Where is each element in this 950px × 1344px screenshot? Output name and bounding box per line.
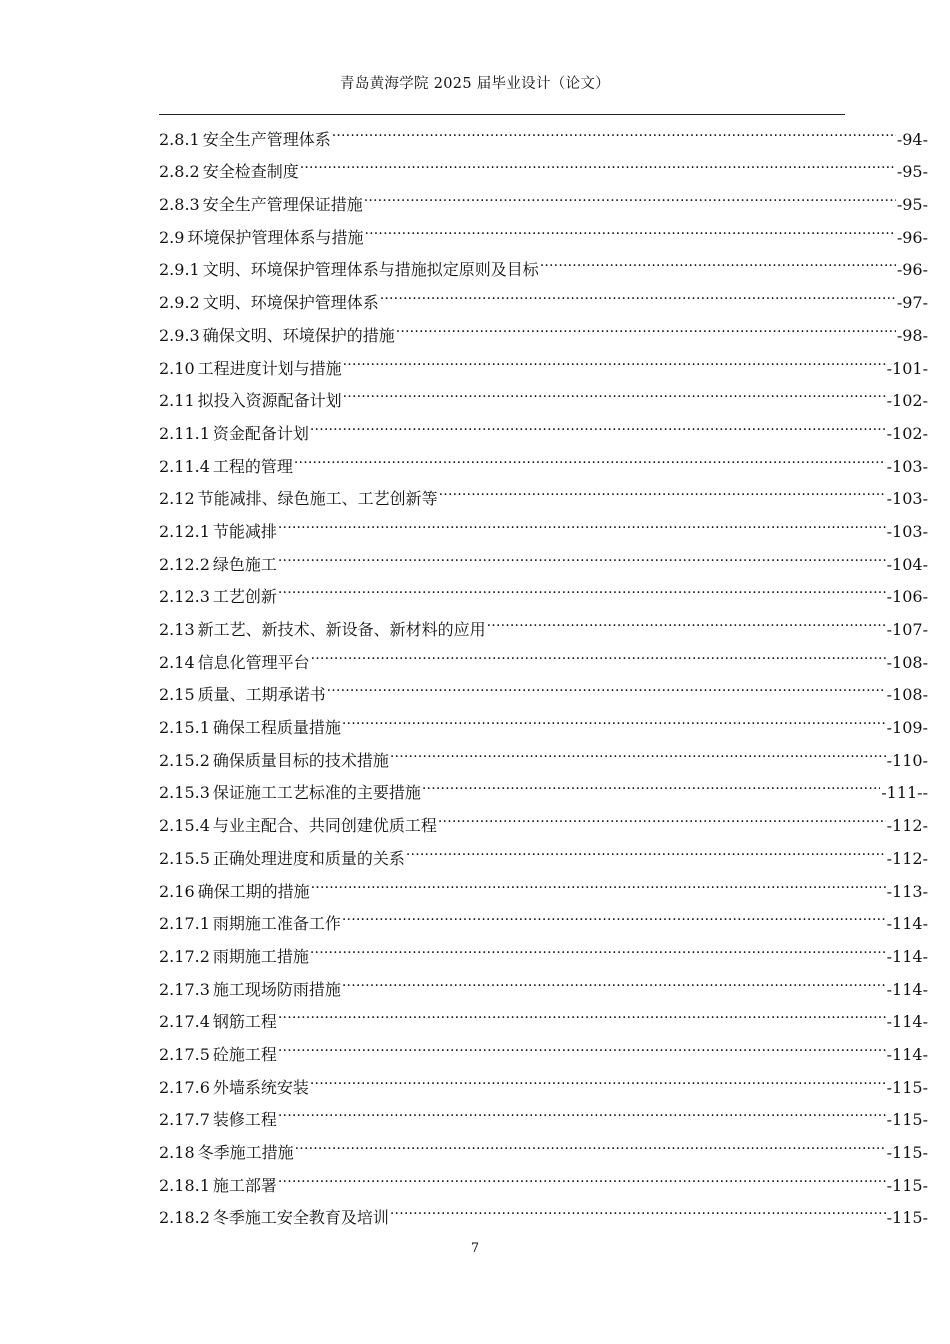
toc-dot-leader [342,700,886,733]
toc-entry-page: -111-- [881,783,928,803]
toc-entry-title: 安全生产管理保证措施 [202,195,363,215]
toc-entry-title: 确保质量目标的技术措施 [212,750,389,770]
toc-entry-title: 确保文明、环境保护的措施 [202,325,395,345]
toc-entry-title: 信息化管理平台 [197,652,310,672]
toc-dot-leader [439,472,886,505]
toc-entry-page: -97- [896,293,928,313]
toc-entry-number: 2.17.5 [159,1044,210,1064]
toc-entry-number: 2.15.1 [159,718,210,738]
toc-entry-page: -114- [886,1012,928,1032]
toc-entry-page: -96- [896,227,928,247]
toc-dot-leader [278,1027,886,1060]
toc-dot-leader [487,602,886,635]
toc-entry-page: -104- [886,554,928,574]
toc-dot-leader [294,439,886,472]
toc-dot-leader [310,406,886,439]
toc-entry-page: -114- [886,979,928,999]
toc-dot-leader [278,1158,886,1191]
toc-entry-title: 冬季施工安全教育及培训 [212,1208,389,1228]
toc-dot-leader [332,112,896,145]
toc-entry-title: 装修工程 [212,1110,277,1130]
toc-entry-page: -103- [886,489,928,509]
toc-entry-title: 施工现场防雨措施 [212,979,341,999]
toc-entry-number: 2.12.2 [159,554,210,574]
toc-entry-number: 2.13 [159,620,195,639]
toc-entry-title: 砼施工程 [212,1044,277,1064]
toc-entry-number: 2.9 [159,227,185,247]
toc-entry-number: 2.8.1 [159,129,200,149]
toc-dot-leader [295,1125,886,1158]
toc-entry-number: 2.9.1 [159,260,200,280]
toc-entry-page: -108- [886,652,928,672]
toc-entry-page: -95- [896,195,928,215]
toc-entry-number: 2.17.4 [159,1012,210,1032]
toc-entry-page: -109- [886,718,928,738]
toc-entry-number: 2.18.2 [159,1208,210,1228]
toc-entry-title: 安全检查制度 [202,162,299,182]
toc-entry-number: 2.15.5 [159,848,210,868]
toc-entry-page: -114- [886,1044,928,1064]
toc-entry-title: 安全生产管理体系 [202,129,331,149]
toc-entry-number: 2.11 [159,391,195,411]
toc-dot-leader [343,341,886,374]
toc-entry-title: 质量、工期承诺书 [197,685,326,705]
toc-entry-title: 保证施工工艺标准的主要措施 [212,783,421,803]
toc-dot-leader [364,210,895,243]
toc-entry-page: -115- [886,1143,928,1162]
toc-dot-leader [390,733,886,766]
toc-entry-title: 雨期施工准备工作 [212,914,341,934]
toc-entry-page: -102- [886,423,928,443]
toc-entry-title: 正确处理进度和质量的关系 [212,848,405,868]
toc-entry-page: -112- [886,816,928,836]
toc-dot-leader [406,831,886,864]
toc-dot-leader [343,374,886,407]
toc-entry-title: 钢筋工程 [212,1012,277,1032]
toc-entry-title: 文明、环境保护管理体系与措施拟定原则及目标 [202,260,539,280]
toc-dot-leader [364,177,896,210]
toc-entry-title: 拟投入资源配备计划 [197,391,342,411]
toc-entry-number: 2.15.4 [159,816,210,836]
toc-entry-page: -110- [886,750,928,770]
toc-entry-number: 2.10 [159,358,195,378]
toc-entry-title: 工艺创新 [212,587,277,607]
toc-entry[interactable] [159,112,928,149]
toc-entry-title: 确保工期的措施 [197,881,310,901]
toc-dot-leader [278,504,886,537]
toc-entry-number: 2.18.1 [159,1175,210,1195]
toc-dot-leader [342,962,886,995]
toc-entry-page: -98- [896,325,928,345]
toc-dot-leader [396,308,896,341]
toc-entry-page: -112- [886,848,928,868]
toc-entry-title: 雨期施工措施 [212,946,309,966]
toc-dot-leader [438,798,886,831]
toc-entry-number: 2.12.1 [159,521,210,541]
toc-entry-number: 2.18 [159,1143,195,1162]
toc-entry-page: -103- [886,521,928,541]
toc-entry-title: 绿色施工 [212,554,277,574]
toc-entry-title: 外墙系统安装 [212,1077,309,1097]
toc-entry-title: 文明、环境保护管理体系 [202,293,379,313]
toc-entry-page: -103- [886,456,928,476]
toc-entry-number: 2.12.3 [159,587,210,607]
toc-entry-page: -95- [896,162,928,182]
toc-entry-number: 2.12 [159,489,195,509]
toc-entry-page: -107- [886,620,928,639]
page-number: 7 [470,1241,480,1256]
toc-entry-page: -102- [886,391,928,411]
toc-entry-page: -115- [886,1208,928,1228]
toc-entry-page: -96- [896,260,928,280]
page-header: 青岛黄海学院 2025 届毕业设计（论文） [340,76,610,92]
toc-entry-title: 节能减排 [212,521,277,541]
toc-entry-page: -114- [886,946,928,966]
toc-entry-title: 资金配备计划 [212,423,309,443]
toc-entry-title: 与业主配合、共同创建优质工程 [212,816,437,836]
toc-entry-title: 冬季施工措施 [197,1143,294,1162]
toc-dot-leader [311,635,886,668]
toc-entry-title: 确保工程质量措施 [212,718,341,738]
toc-entry-number: 2.17.7 [159,1110,210,1130]
toc-entry-number: 2.9.2 [159,293,200,313]
toc-entry-page: -108- [886,685,928,705]
toc-dot-leader [311,864,886,897]
toc-dot-leader [310,929,886,962]
toc-entry-page: -113- [886,881,928,901]
toc-entry-title: 工程的管理 [212,456,293,476]
toc-entry-page: -101- [886,358,928,378]
toc-entry-page: -114- [886,914,928,934]
toc-entry-number: 2.14 [159,652,195,672]
toc-entry-number: 2.15.2 [159,750,210,770]
toc-dot-leader [380,275,896,308]
toc-entry-title: 节能减排、绿色施工、工艺创新等 [197,489,438,509]
toc-entry-title: 新工艺、新技术、新设备、新材料的应用 [197,620,486,639]
toc-entry-page: -115- [886,1175,928,1195]
toc-entry-number: 2.17.2 [159,946,210,966]
toc-entry-number: 2.11.1 [159,423,210,443]
toc-dot-leader [327,668,886,701]
toc-dot-leader [278,995,886,1028]
toc-entry-title: 工程进度计划与措施 [197,358,342,378]
table-of-contents [159,112,928,1228]
toc-entry-title: 施工部署 [212,1175,277,1195]
toc-dot-leader [278,1093,886,1126]
toc-entry-number: 2.17.3 [159,979,210,999]
toc-entry-page: -106- [886,587,928,607]
toc-dot-leader [310,1060,886,1093]
toc-entry-number: 2.8.2 [159,162,200,182]
toc-dot-leader [390,1191,886,1224]
toc-entry-number: 2.8.3 [159,195,200,215]
toc-entry-number: 2.16 [159,881,195,901]
toc-entry-number: 2.11.4 [159,456,210,476]
toc-dot-leader [278,570,886,603]
toc-entry-page: -115- [886,1110,928,1130]
toc-dot-leader [422,766,880,799]
toc-entry-number: 2.15.3 [159,783,210,803]
toc-entry-number: 2.17.1 [159,914,210,934]
toc-dot-leader [278,537,886,570]
toc-entry-number: 2.15 [159,685,195,705]
toc-entry-number: 2.17.6 [159,1077,210,1097]
toc-dot-leader [300,145,896,178]
toc-entry-page: -115- [886,1077,928,1097]
toc-dot-leader [342,897,886,930]
toc-entry-title: 环境保护管理体系与措施 [187,227,364,247]
toc-dot-leader [540,243,896,276]
toc-entry-page: -94- [896,129,928,149]
toc-entry-number: 2.9.3 [159,325,200,345]
